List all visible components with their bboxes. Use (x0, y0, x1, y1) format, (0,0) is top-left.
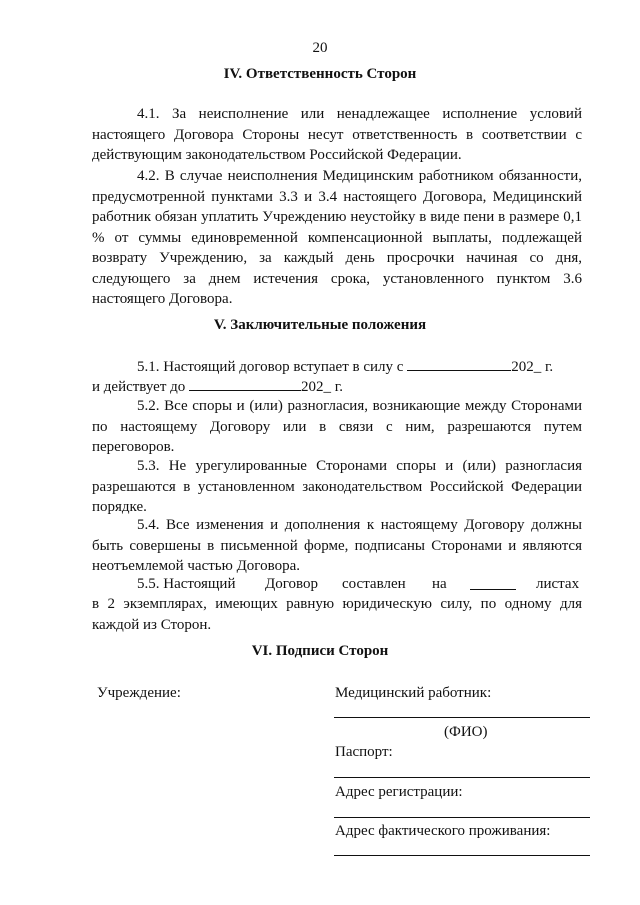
clause-4-1 (92, 104, 582, 166)
clause-5-2 (92, 396, 582, 458)
section-6-title: VI. Подписи Сторон (251, 643, 389, 659)
institution-label: Учреждение: (97, 685, 181, 701)
clause-5-3 (92, 456, 582, 518)
end-date-blank (189, 375, 301, 391)
clause-5-1-text-c: и действует до (92, 379, 186, 395)
start-date-blank (407, 355, 511, 371)
registration-address-line (334, 817, 590, 818)
fio-signature-line (334, 717, 590, 718)
clause-5-3-text: 5.3. Не урегулированные Сторонами споры и (или) разногласия разрешаются в установленном законодательством Российской Федерации порядке. (92, 458, 582, 515)
fio-caption: (ФИО) (444, 724, 488, 740)
sheets-count-blank (470, 574, 516, 590)
passport-line (334, 777, 590, 778)
clause-5-2-text: 5.2. Все споры и (или) разногласия, возникающие между Сторонами по настоящему Договору или в связи с ним, разрешаются путем переговоров. (92, 398, 582, 455)
clause-5-5-word2: Договор (265, 576, 318, 592)
clause-5-4 (92, 515, 582, 577)
clause-5-5-word1: 5.5. Настоящий (137, 576, 236, 592)
medical-worker-label: Медицинский работник: (335, 685, 492, 701)
clause-5-5-word4: на (432, 576, 447, 592)
section-4-title: IV. Ответственность Сторон (223, 66, 417, 82)
clause-5-1-text-a: 5.1. Настоящий договор вступает в силу с (137, 359, 404, 375)
clause-5-1-line2 (92, 375, 343, 397)
clause-5-1-year-b: 202_ г. (301, 379, 343, 395)
clause-5-5-rest (92, 594, 582, 635)
actual-address-label: Адрес фактического проживания: (335, 823, 551, 839)
clause-4-2 (92, 166, 582, 310)
clause-5-5-text: в 2 экземплярах, имеющих равную юридическую силу, по одному для каждой из Сторон. (92, 596, 582, 633)
section-5-title: V. Заключительные положения (213, 317, 427, 333)
clause-5-4-text: 5.4. Все изменения и дополнения к настоящему Договору должны быть совершены в письменной форме, подписаны Сторонами и являются неотъемлемой частью Договора. (92, 517, 582, 574)
page-number: 20 (312, 40, 328, 56)
actual-address-line (334, 855, 590, 856)
clause-4-1-text: 4.1. За неисполнение или ненадлежащее исполнение условий настоящего Договора Стороны несут ответственность в соответствии с действующим законодательством Российской Федерации. (92, 106, 582, 163)
clause-5-5-word3: составлен (342, 576, 406, 592)
clause-5-1-line1 (137, 355, 553, 377)
clause-4-2-text: 4.2. В случае неисполнения Медицинским работником обязанности, предусмотренной пунктами 3.3 и 3.4 настоящего Договора, Медицинский работник обязан уплатить Учреждению неустойку в виде пени в размере 0,1 % от суммы единовременной компенсационной выплаты, подлежащей возврату Учреждению, за каждый день просрочки начиная со дня, следующего за днем истечения срока, установленного пунктом 3.6 настоящего Договора. (92, 168, 582, 307)
clause-5-1-year-a: 202_ г. (511, 359, 554, 375)
registration-address-label: Адрес регистрации: (335, 784, 463, 800)
passport-label: Паспорт: (335, 744, 393, 760)
clause-5-5-word5: листах (536, 576, 580, 592)
